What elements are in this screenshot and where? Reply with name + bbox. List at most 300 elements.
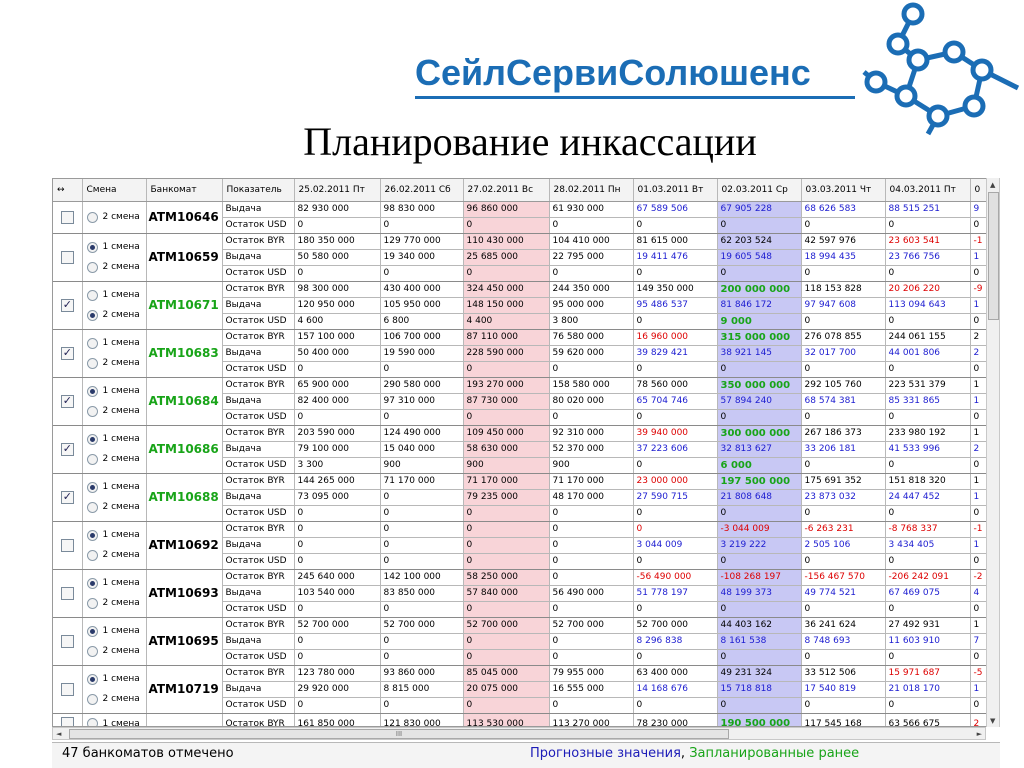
column-header[interactable]: 26.02.2011 Сб [380,179,463,201]
value-cell[interactable]: 71 170 000 [380,473,463,489]
value-cell[interactable]: 16 555 000 [549,681,633,697]
value-cell[interactable]: 37 223 606 [633,441,717,457]
vertical-scroll-thumb[interactable] [988,192,999,320]
value-cell[interactable]: 65 900 000 [294,377,380,393]
shift-radio[interactable] [87,406,98,417]
scroll-down-icon[interactable]: ▼ [990,717,996,725]
value-cell[interactable]: 0 [801,265,885,281]
atm-id[interactable]: ATM10684 [146,377,222,425]
atm-id[interactable]: ATM10646 [146,201,222,233]
shift-radio[interactable] [87,482,98,493]
value-cell[interactable]: 197 500 000 [717,473,801,489]
value-cell[interactable]: 9 [970,201,986,217]
value-cell[interactable]: 81 846 172 [717,297,801,313]
value-cell[interactable]: 82 930 000 [294,201,380,217]
atm-checkbox[interactable] [61,491,74,504]
value-cell[interactable]: 0 [801,457,885,473]
value-cell[interactable]: 17 540 819 [801,681,885,697]
shift-option[interactable] [87,257,146,277]
value-cell[interactable]: 1 [970,537,986,553]
value-cell[interactable]: 0 [717,649,801,665]
value-cell[interactable]: 0 [549,553,633,569]
value-cell[interactable]: 175 691 352 [801,473,885,489]
value-cell[interactable]: 0 [549,633,633,649]
shift-radio[interactable] [87,212,98,223]
value-cell[interactable]: 0 [463,649,549,665]
value-cell[interactable]: 4 400 [463,313,549,329]
value-cell[interactable]: 1 [970,377,986,393]
value-cell[interactable]: -1 [970,233,986,249]
value-cell[interactable]: 76 580 000 [549,329,633,345]
value-cell[interactable]: 22 795 000 [549,249,633,265]
value-cell[interactable]: 85 331 865 [885,393,970,409]
value-cell[interactable]: 0 [970,265,986,281]
value-cell[interactable]: 0 [294,217,380,233]
value-cell[interactable]: 129 770 000 [380,233,463,249]
value-cell[interactable]: 0 [549,537,633,553]
value-cell[interactable]: 0 [717,265,801,281]
value-cell[interactable]: 0 [801,409,885,425]
value-cell[interactable]: 67 589 506 [633,201,717,217]
shift-option[interactable] [87,497,146,517]
value-cell[interactable]: -2 [970,569,986,585]
shift-option[interactable] [87,689,146,709]
value-cell[interactable]: 15 040 000 [380,441,463,457]
value-cell[interactable]: 0 [380,601,463,617]
value-cell[interactable]: 223 531 379 [885,377,970,393]
value-cell[interactable]: 0 [549,265,633,281]
value-cell[interactable]: 0 [885,217,970,233]
value-cell[interactable]: 0 [633,521,717,537]
atm-checkbox[interactable] [61,211,74,224]
value-cell[interactable]: 190 500 000 [717,713,801,727]
value-cell[interactable]: 105 950 000 [380,297,463,313]
value-cell[interactable]: 0 [970,697,986,713]
column-header[interactable]: Смена [82,179,146,201]
value-cell[interactable]: 104 410 000 [549,233,633,249]
value-cell[interactable]: 0 [549,697,633,713]
atm-checkbox[interactable] [61,299,74,312]
value-cell[interactable]: 0 [633,553,717,569]
value-cell[interactable]: 0 [294,521,380,537]
shift-radio[interactable] [87,310,98,321]
scroll-left-icon[interactable]: ◄ [56,730,62,738]
value-cell[interactable]: 63 566 675 [885,713,970,727]
value-cell[interactable]: 0 [463,553,549,569]
value-cell[interactable]: 1 [970,249,986,265]
value-cell[interactable]: 900 [463,457,549,473]
shift-radio[interactable] [87,290,98,301]
value-cell[interactable]: 0 [717,217,801,233]
value-cell[interactable]: 110 430 000 [463,233,549,249]
shift-option[interactable] [87,381,146,401]
shift-option[interactable] [87,525,146,545]
value-cell[interactable]: 300 000 000 [717,425,801,441]
value-cell[interactable]: 14 168 676 [633,681,717,697]
value-cell[interactable]: 900 [380,457,463,473]
value-cell[interactable]: 0 [633,697,717,713]
value-cell[interactable]: 68 626 583 [801,201,885,217]
atm-checkbox[interactable] [61,443,74,456]
value-cell[interactable]: 0 [549,361,633,377]
value-cell[interactable]: 0 [970,217,986,233]
value-cell[interactable]: 71 170 000 [463,473,549,489]
value-cell[interactable]: 103 540 000 [294,585,380,601]
value-cell[interactable]: 48 170 000 [549,489,633,505]
value-cell[interactable]: 193 270 000 [463,377,549,393]
shift-option[interactable] [87,545,146,565]
value-cell[interactable]: 0 [717,601,801,617]
shift-radio[interactable] [87,598,98,609]
value-cell[interactable]: 0 [380,521,463,537]
value-cell[interactable]: 3 800 [549,313,633,329]
value-cell[interactable]: 29 920 000 [294,681,380,697]
value-cell[interactable]: 0 [717,361,801,377]
column-header[interactable]: 27.02.2011 Вс [463,179,549,201]
atm-checkbox[interactable] [61,347,74,360]
column-header[interactable]: 01.03.2011 Вт [633,179,717,201]
value-cell[interactable]: 83 850 000 [380,585,463,601]
value-cell[interactable]: 0 [717,697,801,713]
value-cell[interactable]: -156 467 570 [801,569,885,585]
value-cell[interactable]: 52 700 000 [633,617,717,633]
value-cell[interactable]: 82 400 000 [294,393,380,409]
value-cell[interactable]: 0 [801,361,885,377]
value-cell[interactable]: 0 [380,697,463,713]
value-cell[interactable]: -8 768 337 [885,521,970,537]
value-cell[interactable]: 0 [549,521,633,537]
value-cell[interactable]: 124 490 000 [380,425,463,441]
value-cell[interactable]: 6 000 [717,457,801,473]
value-cell[interactable]: 71 170 000 [549,473,633,489]
value-cell[interactable]: 1 [970,489,986,505]
column-header[interactable]: 04.03.2011 Пт [885,179,970,201]
shift-radio[interactable] [87,242,98,253]
value-cell[interactable]: 0 [380,553,463,569]
shift-radio[interactable] [87,434,98,445]
value-cell[interactable]: 0 [463,217,549,233]
atm-checkbox[interactable] [61,635,74,648]
value-cell[interactable]: 2 [970,441,986,457]
value-cell[interactable]: 85 045 000 [463,665,549,681]
value-cell[interactable]: 144 265 000 [294,473,380,489]
value-cell[interactable]: 0 [633,361,717,377]
value-cell[interactable]: -206 242 091 [885,569,970,585]
value-cell[interactable]: 228 590 000 [463,345,549,361]
value-cell[interactable]: 0 [380,217,463,233]
value-cell[interactable]: 0 [294,553,380,569]
shift-radio[interactable] [87,578,98,589]
value-cell[interactable]: 244 061 155 [885,329,970,345]
value-cell[interactable]: 0 [463,537,549,553]
atm-checkbox[interactable] [61,539,74,552]
value-cell[interactable]: 244 350 000 [549,281,633,297]
value-cell[interactable]: 38 921 145 [717,345,801,361]
value-cell[interactable]: 3 300 [294,457,380,473]
value-cell[interactable]: 233 980 192 [885,425,970,441]
shift-option[interactable] [87,285,146,305]
shift-option[interactable] [87,353,146,373]
value-cell[interactable]: 0 [801,313,885,329]
column-header[interactable]: 28.02.2011 Пн [549,179,633,201]
atm-checkbox[interactable] [61,395,74,408]
value-cell[interactable]: 0 [970,313,986,329]
column-header[interactable]: 0 [970,179,986,201]
atm-checkbox[interactable] [61,251,74,264]
value-cell[interactable]: 0 [885,505,970,521]
value-cell[interactable]: 0 [633,217,717,233]
shift-option[interactable] [87,669,146,689]
shift-radio[interactable] [87,502,98,513]
shift-radio[interactable] [87,262,98,273]
value-cell[interactable]: 1 [970,393,986,409]
value-cell[interactable]: 0 [463,409,549,425]
atm-checkbox[interactable] [61,717,74,727]
value-cell[interactable]: 0 [885,265,970,281]
atm-id[interactable] [146,713,222,727]
value-cell[interactable]: 58 250 000 [463,569,549,585]
atm-id[interactable]: ATM10695 [146,617,222,665]
horizontal-scroll-thumb[interactable]: III [69,729,729,739]
shift-option[interactable] [87,641,146,661]
shift-option[interactable] [87,429,146,449]
value-cell[interactable]: 32 813 627 [717,441,801,457]
column-header[interactable]: 25.02.2011 Пт [294,179,380,201]
shift-radio[interactable] [87,454,98,465]
value-cell[interactable]: 0 [294,409,380,425]
shift-option[interactable] [87,207,146,227]
value-cell[interactable]: 123 780 000 [294,665,380,681]
value-cell[interactable]: 0 [380,505,463,521]
value-cell[interactable]: 0 [294,537,380,553]
value-cell[interactable]: 0 [970,553,986,569]
value-cell[interactable]: 0 [294,633,380,649]
value-cell[interactable]: 0 [380,537,463,553]
shift-option[interactable] [87,477,146,497]
atm-checkbox[interactable] [61,683,74,696]
value-cell[interactable]: 109 450 000 [463,425,549,441]
value-cell[interactable]: 18 994 435 [801,249,885,265]
value-cell[interactable]: 0 [549,569,633,585]
value-cell[interactable]: 0 [801,649,885,665]
value-cell[interactable]: 117 545 168 [801,713,885,727]
value-cell[interactable]: 158 580 000 [549,377,633,393]
value-cell[interactable]: 0 [380,649,463,665]
shift-radio[interactable] [87,358,98,369]
value-cell[interactable]: 4 [970,585,986,601]
value-cell[interactable]: -9 [970,281,986,297]
value-cell[interactable]: 52 700 000 [549,617,633,633]
value-cell[interactable]: 49 231 324 [717,665,801,681]
value-cell[interactable]: 79 100 000 [294,441,380,457]
value-cell[interactable]: 0 [633,409,717,425]
value-cell[interactable]: 23 766 756 [885,249,970,265]
value-cell[interactable]: 430 400 000 [380,281,463,297]
value-cell[interactable]: 118 153 828 [801,281,885,297]
value-cell[interactable]: 62 203 524 [717,233,801,249]
value-cell[interactable]: 44 001 806 [885,345,970,361]
value-cell[interactable]: 900 [549,457,633,473]
value-cell[interactable]: 16 960 000 [633,329,717,345]
atm-id[interactable]: ATM10719 [146,665,222,713]
shift-option[interactable] [87,237,146,257]
value-cell[interactable]: 106 700 000 [380,329,463,345]
value-cell[interactable]: 39 829 421 [633,345,717,361]
value-cell[interactable]: 0 [885,601,970,617]
value-cell[interactable]: 276 078 855 [801,329,885,345]
value-cell[interactable]: 0 [885,697,970,713]
value-cell[interactable]: 15 971 687 [885,665,970,681]
value-cell[interactable]: 315 000 000 [717,329,801,345]
value-cell[interactable]: 48 199 373 [717,585,801,601]
value-cell[interactable]: 180 350 000 [294,233,380,249]
value-cell[interactable]: 0 [885,361,970,377]
value-cell[interactable]: 0 [717,409,801,425]
value-cell[interactable]: 97 947 608 [801,297,885,313]
value-cell[interactable]: 51 778 197 [633,585,717,601]
value-cell[interactable]: 27 492 931 [885,617,970,633]
value-cell[interactable]: 0 [633,265,717,281]
atm-id[interactable]: ATM10688 [146,473,222,521]
value-cell[interactable]: 52 700 000 [463,617,549,633]
value-cell[interactable]: 0 [463,601,549,617]
value-cell[interactable]: 61 930 000 [549,201,633,217]
shift-radio[interactable] [87,530,98,541]
shift-option[interactable] [87,714,146,728]
value-cell[interactable]: 65 704 746 [633,393,717,409]
value-cell[interactable]: 15 718 818 [717,681,801,697]
value-cell[interactable]: 148 150 000 [463,297,549,313]
value-cell[interactable]: 27 590 715 [633,489,717,505]
atm-id[interactable]: ATM10692 [146,521,222,569]
value-cell[interactable]: 19 411 476 [633,249,717,265]
shift-radio[interactable] [87,718,98,727]
value-cell[interactable]: 6 800 [380,313,463,329]
value-cell[interactable]: 41 533 996 [885,441,970,457]
value-cell[interactable]: 78 560 000 [633,377,717,393]
column-header[interactable]: Банкомат [146,179,222,201]
value-cell[interactable]: 20 206 220 [885,281,970,297]
shift-option[interactable] [87,333,146,353]
value-cell[interactable]: 92 310 000 [549,425,633,441]
value-cell[interactable]: 1 [970,425,986,441]
value-cell[interactable]: 0 [885,457,970,473]
value-cell[interactable]: 0 [717,505,801,521]
value-cell[interactable]: 0 [970,649,986,665]
shift-option[interactable] [87,449,146,469]
column-header[interactable]: ↔ [53,179,82,201]
value-cell[interactable]: 57 840 000 [463,585,549,601]
value-cell[interactable]: 81 615 000 [633,233,717,249]
value-cell[interactable]: 67 469 075 [885,585,970,601]
value-cell[interactable]: 79 235 000 [463,489,549,505]
value-cell[interactable]: 78 230 000 [633,713,717,727]
value-cell[interactable]: 0 [801,217,885,233]
value-cell[interactable]: 2 [970,345,986,361]
value-cell[interactable]: 290 580 000 [380,377,463,393]
value-cell[interactable]: 2 [970,329,986,345]
value-cell[interactable]: 0 [633,601,717,617]
scroll-right-icon[interactable]: ► [976,730,982,738]
value-cell[interactable]: 0 [970,505,986,521]
value-cell[interactable]: 142 100 000 [380,569,463,585]
atm-checkbox[interactable] [61,587,74,600]
value-cell[interactable]: -5 [970,665,986,681]
atm-id[interactable]: ATM10659 [146,233,222,281]
value-cell[interactable]: 0 [294,697,380,713]
value-cell[interactable]: 120 950 000 [294,297,380,313]
value-cell[interactable]: 11 603 910 [885,633,970,649]
value-cell[interactable]: 0 [463,505,549,521]
value-cell[interactable]: 67 905 228 [717,201,801,217]
scroll-up-icon[interactable]: ▲ [990,181,996,189]
value-cell[interactable]: 151 818 320 [885,473,970,489]
value-cell[interactable]: -108 268 197 [717,569,801,585]
value-cell[interactable]: 1 [970,681,986,697]
value-cell[interactable]: 49 774 521 [801,585,885,601]
horizontal-scrollbar[interactable] [52,727,986,740]
value-cell[interactable]: 350 000 000 [717,377,801,393]
value-cell[interactable]: 50 400 000 [294,345,380,361]
shift-radio[interactable] [87,694,98,705]
value-cell[interactable]: 0 [549,601,633,617]
value-cell[interactable]: 0 [633,313,717,329]
shift-radio[interactable] [87,550,98,561]
value-cell[interactable]: 52 700 000 [294,617,380,633]
value-cell[interactable]: 50 580 000 [294,249,380,265]
value-cell[interactable]: 98 830 000 [380,201,463,217]
shift-option[interactable] [87,593,146,613]
column-header[interactable]: 02.03.2011 Ср [717,179,801,201]
value-cell[interactable]: 87 730 000 [463,393,549,409]
atm-id[interactable]: ATM10693 [146,569,222,617]
value-cell[interactable]: 7 [970,633,986,649]
value-cell[interactable]: 113 530 000 [463,713,549,727]
value-cell[interactable]: 0 [885,409,970,425]
value-cell[interactable]: 0 [294,601,380,617]
value-cell[interactable]: 79 955 000 [549,665,633,681]
value-cell[interactable]: 52 370 000 [549,441,633,457]
column-header[interactable]: Показатель [222,179,294,201]
value-cell[interactable]: 2 505 106 [801,537,885,553]
value-cell[interactable]: 0 [633,649,717,665]
value-cell[interactable]: 33 512 506 [801,665,885,681]
value-cell[interactable]: 0 [463,633,549,649]
value-cell[interactable]: 56 490 000 [549,585,633,601]
value-cell[interactable]: 0 [294,649,380,665]
value-cell[interactable]: 9 000 [717,313,801,329]
value-cell[interactable]: 3 219 222 [717,537,801,553]
value-cell[interactable]: 121 830 000 [380,713,463,727]
value-cell[interactable]: 3 044 009 [633,537,717,553]
value-cell[interactable]: 8 815 000 [380,681,463,697]
shift-radio[interactable] [87,386,98,397]
value-cell[interactable]: 96 860 000 [463,201,549,217]
value-cell[interactable]: 1 [970,617,986,633]
value-cell[interactable]: 21 018 170 [885,681,970,697]
value-cell[interactable]: 57 894 240 [717,393,801,409]
value-cell[interactable]: 0 [970,601,986,617]
value-cell[interactable]: 0 [633,505,717,521]
value-cell[interactable]: 0 [463,697,549,713]
value-cell[interactable]: 0 [885,313,970,329]
value-cell[interactable]: 0 [885,553,970,569]
value-cell[interactable]: 52 700 000 [380,617,463,633]
value-cell[interactable]: 157 100 000 [294,329,380,345]
atm-collection-grid[interactable] [52,178,986,727]
value-cell[interactable]: 0 [294,265,380,281]
value-cell[interactable]: 0 [633,457,717,473]
